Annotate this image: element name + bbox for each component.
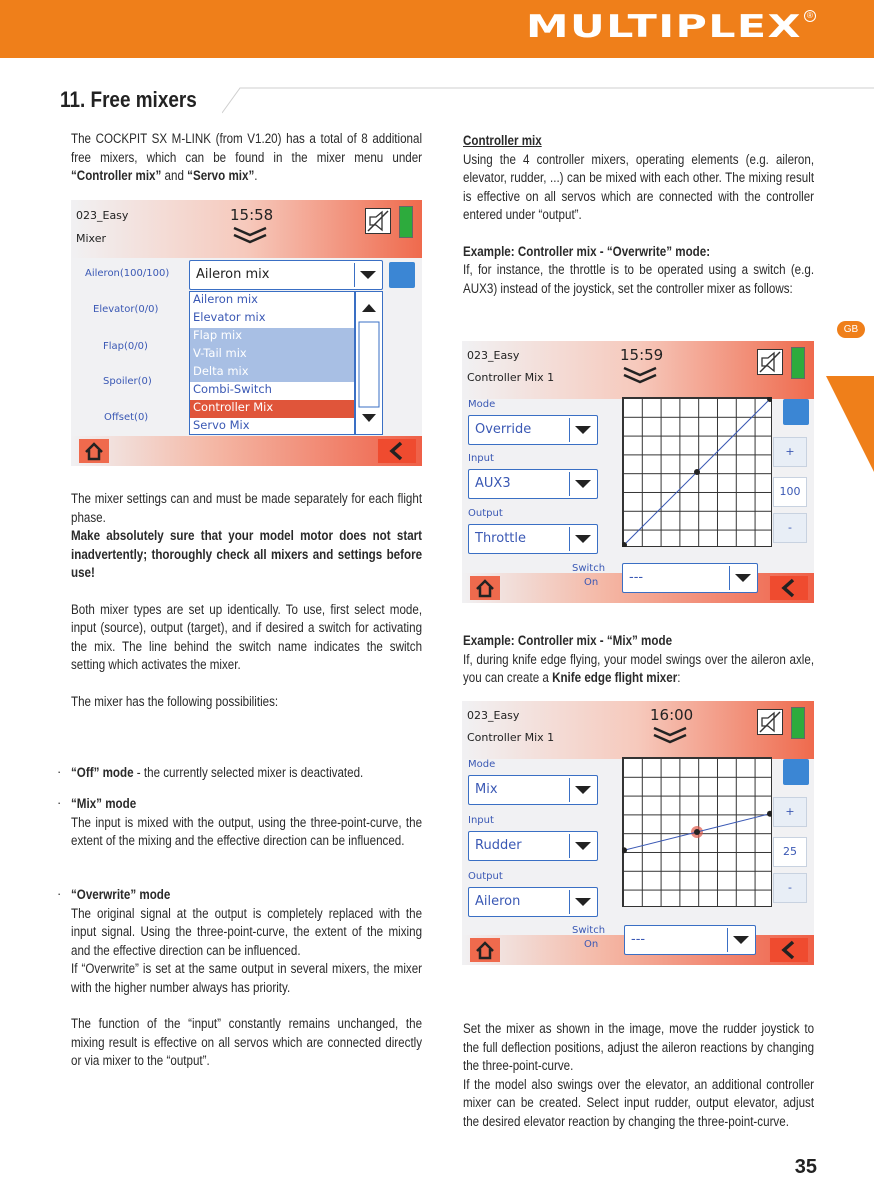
screen-footer bbox=[71, 436, 422, 466]
overwrite-mode-text: The original signal at the output is completely replaced with the input signal. Using the three-point-curve, the extent of the mixing and the effective direction can be influenced. bbox=[71, 905, 423, 958]
output-label: Output bbox=[468, 508, 503, 519]
example2-end: : bbox=[677, 670, 681, 685]
menu-name: Controller Mix 1 bbox=[467, 371, 555, 384]
curve-grid[interactable] bbox=[622, 757, 772, 907]
dropdown-arrow-icon bbox=[569, 890, 595, 914]
mix-mode-title: “Mix” mode bbox=[71, 796, 137, 811]
curve-plot bbox=[622, 397, 772, 547]
page-number: 35 bbox=[794, 1156, 817, 1177]
elevator-paragraph: If the model also swings over the elevator, an additional controller mixer can be created. Select input rudder, output elevator, adjust the desired elevator reaction by changing the three-point-curve. bbox=[463, 1076, 815, 1129]
intro-bold-controller-mix: “Controller mix” bbox=[71, 168, 162, 183]
menu-name: Controller Mix 1 bbox=[467, 731, 555, 744]
home-button[interactable] bbox=[470, 938, 500, 962]
switch-select[interactable] bbox=[624, 925, 756, 955]
off-mode-text: - the currently selected mixer is deactivated. bbox=[133, 765, 364, 780]
mix-mode-text: The input is mixed with the output, using the three-point-curve, the extent of the mixing and the effective direction can be influenced. bbox=[71, 814, 423, 848]
bullet-off: · bbox=[57, 764, 62, 779]
output-select[interactable] bbox=[468, 524, 598, 554]
model-name: 023_Easy bbox=[467, 709, 520, 722]
example2-bold: Knife edge flight mixer bbox=[552, 670, 678, 685]
back-button[interactable] bbox=[770, 576, 808, 600]
decrease-button[interactable]: - bbox=[773, 873, 807, 903]
menu-name: Mixer bbox=[76, 232, 107, 245]
intro-end: . bbox=[254, 168, 258, 183]
curve-grid[interactable] bbox=[622, 397, 772, 547]
side-tab bbox=[826, 376, 874, 472]
input-value: Rudder bbox=[475, 838, 522, 853]
overwrite-priority-text: If “Overwrite” is set at the same output in several mixers, the mixer with the higher number always has priority. bbox=[71, 961, 423, 995]
value-display: 25 bbox=[773, 837, 807, 867]
mix-mode-screenshot bbox=[462, 701, 814, 965]
dropdown-arrow-icon bbox=[569, 527, 595, 551]
list-item[interactable]: Combi-Switch bbox=[193, 382, 272, 396]
back-button[interactable] bbox=[770, 938, 808, 962]
model-name: 023_Easy bbox=[467, 349, 520, 362]
example2-text: If, during knife edge flying, your model swings over the aileron axle, you can create a bbox=[463, 651, 815, 685]
list-item[interactable]: V-Tail mix bbox=[190, 346, 354, 364]
warning-paragraph: Make absolutely sure that your model motor does not start inadvertently; thoroughly check all mixers and settings before use! bbox=[71, 528, 423, 580]
output-select[interactable] bbox=[468, 887, 598, 917]
bullet-overwrite: · bbox=[57, 886, 62, 901]
curve-plot bbox=[622, 757, 772, 907]
dropdown-arrow-icon bbox=[569, 472, 595, 496]
list-item[interactable]: Servo Mix bbox=[193, 418, 250, 432]
battery-icon bbox=[399, 206, 413, 238]
curve-point-mid[interactable] bbox=[694, 469, 700, 475]
curve-point-low[interactable] bbox=[622, 847, 627, 853]
back-button[interactable] bbox=[378, 439, 416, 463]
controller-mix-text: Using the 4 controller mixers, operating elements (e.g. aileron, elevator, rudder, ...) can be mixed with each other. The mixing result is effective on all servos which are connected with the controller entered under “output”. bbox=[463, 151, 815, 222]
set-mixer-paragraph: Set the mixer as shown in the image, move the rudder joystick to the full deflection positions, adjust the aileron reactions by changing the three-point-curve. bbox=[463, 1021, 815, 1073]
intro-paragraph bbox=[71, 130, 422, 186]
chevrons-down-icon bbox=[232, 226, 268, 244]
list-item[interactable]: Elevator mix bbox=[193, 310, 266, 324]
left-column bbox=[71, 130, 422, 186]
right-column-3 bbox=[463, 1020, 814, 1131]
registered-mark: ® bbox=[804, 10, 816, 22]
servo-link-button[interactable] bbox=[783, 399, 809, 425]
mute-icon bbox=[757, 349, 783, 375]
mixer-menu-screenshot bbox=[71, 200, 422, 466]
list-item[interactable]: Aileron mix bbox=[193, 292, 258, 306]
mixer-row-4[interactable]: Spoiler(0) bbox=[103, 376, 152, 387]
mixer-row-1[interactable]: Aileron(100/100) bbox=[85, 268, 170, 279]
dropdown-arrow-icon bbox=[569, 834, 595, 858]
right-column-2 bbox=[463, 632, 814, 688]
mixer-type-select[interactable] bbox=[189, 260, 383, 290]
title-underline bbox=[222, 87, 874, 114]
clock: 15:58 bbox=[230, 206, 274, 224]
function-paragraph: The function of the “input” constantly remains unchanged, the mixing result is effective on all servos which are connected directly or via mixer to the “output”. bbox=[71, 1016, 423, 1068]
mode-select[interactable] bbox=[468, 775, 598, 805]
list-scrollbar[interactable] bbox=[355, 291, 383, 435]
curve-point-mid[interactable] bbox=[694, 829, 700, 835]
increase-button[interactable]: + bbox=[773, 437, 807, 467]
settings-paragraph: The mixer settings can and must be made separately for each flight phase. bbox=[71, 491, 423, 525]
chevrons-down-icon bbox=[622, 366, 658, 384]
types-paragraph: Both mixer types are set up identically. To use, first select mode, input (source), output (target), and if desired a switch for activating the mix. The line behind the switch name indicates the switch setting which activates the mixer. bbox=[71, 601, 423, 672]
section-title: 11. Free mixers bbox=[60, 87, 197, 112]
example1-text: If, for instance, the throttle is to be operated using a switch (e.g. AUX3) instead of the joystick, set the controller mixer as follows: bbox=[463, 262, 815, 296]
controller-mix-title: Controller mix bbox=[463, 133, 542, 148]
output-label: Output bbox=[468, 871, 503, 882]
input-select[interactable] bbox=[468, 831, 598, 861]
mode-value: Mix bbox=[475, 782, 498, 797]
output-value: Aileron bbox=[475, 894, 521, 909]
switch-state: On bbox=[584, 939, 599, 950]
dropdown-arrow-icon bbox=[569, 418, 595, 442]
overwrite-mode-title: “Overwrite” mode bbox=[71, 887, 171, 902]
input-label: Input bbox=[468, 453, 494, 464]
battery-icon bbox=[791, 707, 805, 739]
switch-value: --- bbox=[631, 932, 646, 947]
output-value: Throttle bbox=[475, 531, 526, 546]
overwrite-mode-block bbox=[71, 886, 422, 1071]
dropdown-arrow-icon bbox=[354, 263, 380, 287]
value-display: 100 bbox=[773, 477, 807, 507]
mixer-row-3[interactable]: Flap(0/0) bbox=[103, 341, 148, 352]
override-mix-screenshot bbox=[462, 341, 814, 603]
mix-mode-block bbox=[71, 795, 422, 851]
mode-label: Mode bbox=[468, 399, 496, 410]
list-item-selected[interactable]: Controller Mix bbox=[190, 400, 354, 418]
home-button[interactable] bbox=[470, 576, 500, 600]
mode-label: Mode bbox=[468, 759, 496, 770]
list-item[interactable]: Flap mix bbox=[190, 328, 354, 346]
model-name: 023_Easy bbox=[76, 209, 129, 222]
intro-text: The COCKPIT SX M-LINK (from V1.20) has a total of 8 additional free mixers, which can be found in the mixer menu under bbox=[71, 131, 423, 165]
switch-label: Switch bbox=[572, 563, 606, 574]
switch-value: --- bbox=[629, 570, 644, 585]
dropdown-arrow-icon bbox=[727, 928, 753, 952]
input-value: AUX3 bbox=[475, 476, 511, 491]
home-button[interactable] bbox=[79, 439, 109, 463]
off-mode-title: “Off” mode bbox=[71, 765, 134, 780]
mode-select[interactable] bbox=[468, 415, 598, 445]
increase-button[interactable]: + bbox=[773, 797, 807, 827]
chevrons-down-icon bbox=[652, 726, 688, 744]
brand-logo: MULTIPLEX bbox=[526, 9, 802, 45]
input-label: Input bbox=[468, 815, 494, 826]
clock: 16:00 bbox=[650, 706, 694, 724]
example1-title: Example: Controller mix - “Overwrite” mode: bbox=[463, 243, 711, 259]
switch-label: Switch bbox=[572, 925, 606, 936]
curve-point-high[interactable] bbox=[767, 811, 772, 817]
servo-link-button[interactable] bbox=[783, 759, 809, 785]
dropdown-arrow-icon bbox=[729, 566, 755, 590]
decrease-button[interactable]: - bbox=[773, 513, 807, 543]
switch-select[interactable] bbox=[622, 563, 758, 593]
intro-and: and bbox=[161, 168, 188, 183]
battery-icon bbox=[791, 347, 805, 379]
language-badge: GB bbox=[837, 321, 865, 338]
mute-icon bbox=[365, 208, 391, 234]
intro-bold-servo-mix: “Servo mix” bbox=[187, 168, 255, 183]
mute-icon bbox=[757, 709, 783, 735]
mixer-type-selected: Aileron mix bbox=[196, 267, 270, 282]
clock: 15:59 bbox=[620, 346, 664, 364]
servo-link-button[interactable] bbox=[389, 262, 415, 288]
mixer-type-list[interactable] bbox=[189, 291, 355, 435]
possibilities-paragraph: The mixer has the following possibilities: bbox=[71, 693, 279, 709]
mixer-row-2[interactable]: Elevator(0/0) bbox=[93, 304, 159, 315]
switch-state: On bbox=[584, 577, 599, 588]
left-column-2 bbox=[71, 490, 422, 711]
off-mode-block bbox=[71, 764, 422, 783]
right-column bbox=[463, 132, 814, 298]
bullet-mix: · bbox=[57, 795, 62, 810]
example2-title: Example: Controller mix - “Mix” mode bbox=[463, 633, 673, 648]
mode-value: Override bbox=[475, 422, 532, 437]
input-select[interactable] bbox=[468, 469, 598, 499]
mixer-row-5[interactable]: Offset(0) bbox=[104, 412, 149, 423]
dropdown-arrow-icon bbox=[569, 778, 595, 802]
list-item[interactable]: Delta mix bbox=[190, 364, 354, 382]
